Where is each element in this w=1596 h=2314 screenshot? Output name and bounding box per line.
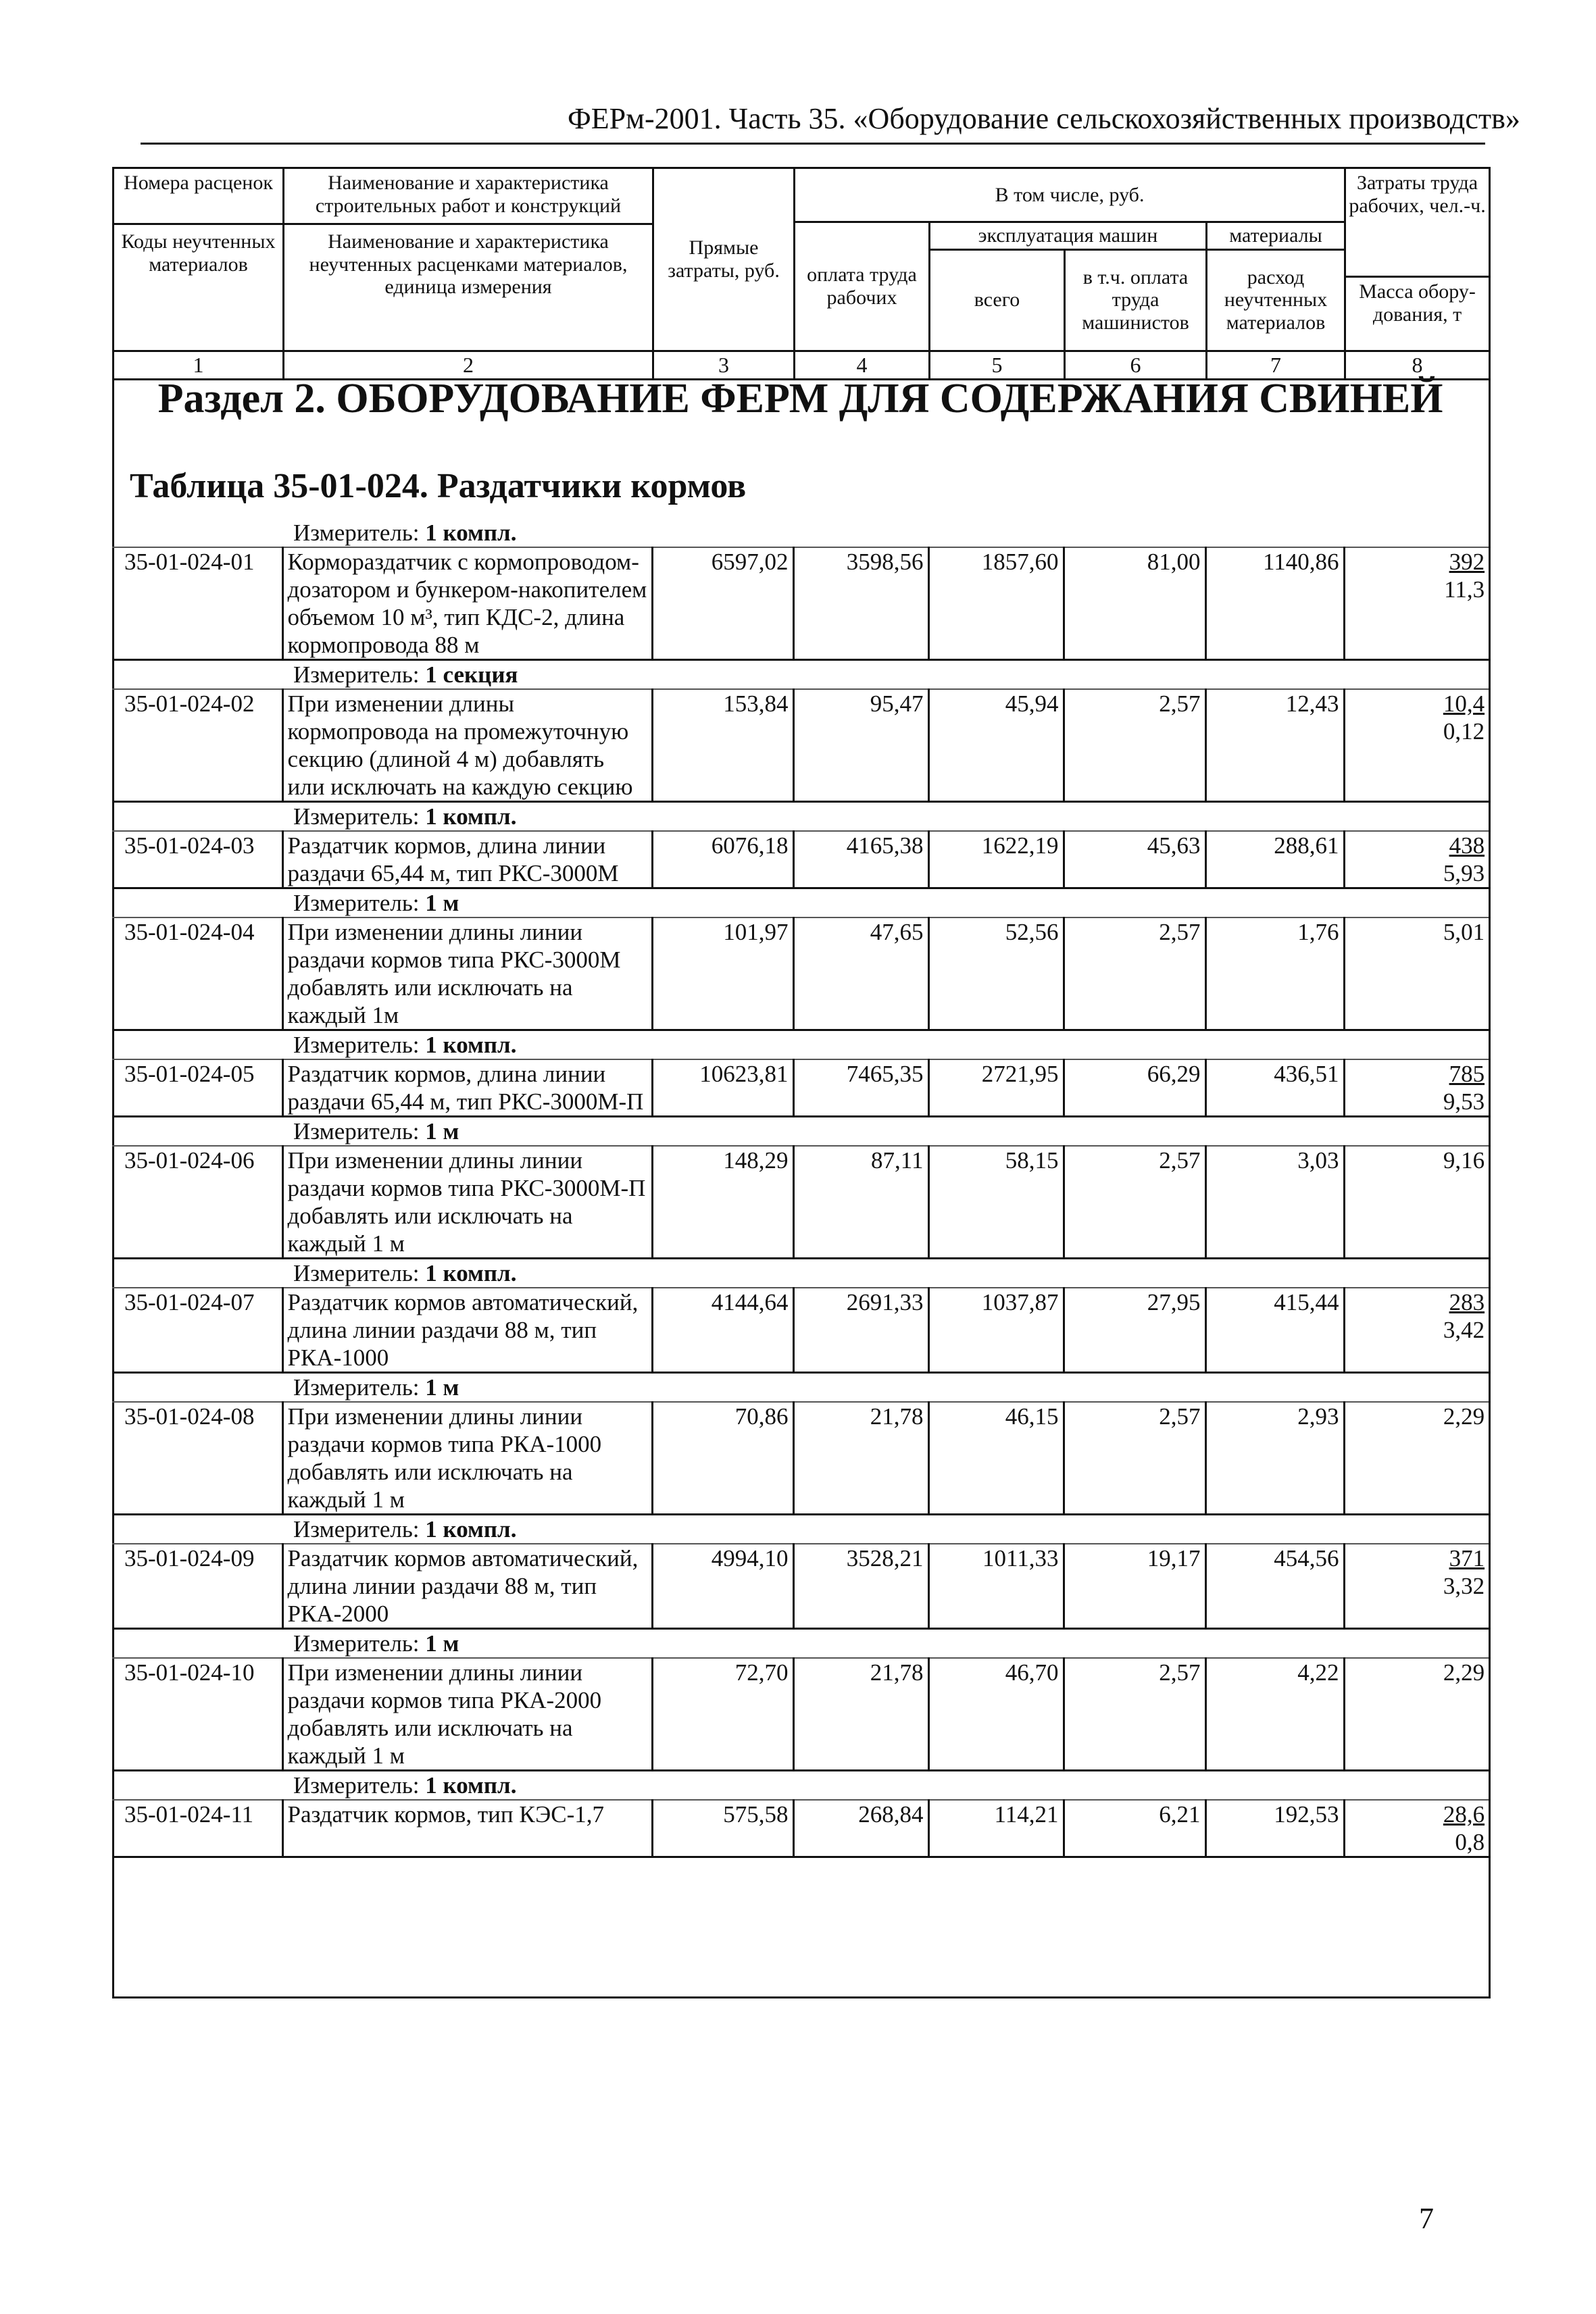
measure-unit: 1 м (425, 1630, 459, 1657)
materials-value: 288,61 (1205, 831, 1344, 888)
materials-value: 415,44 (1205, 1288, 1344, 1373)
header-in-that: В том числе, руб. (795, 168, 1345, 222)
labor-hours-mass-cell (1344, 1800, 1489, 1857)
header-labor-hours: Затраты труда рабочих, чел.-ч. (1346, 169, 1489, 278)
labor-hours-value: 5,01 (1443, 919, 1485, 945)
header-material-codes: Коды неучтенных материалов (121, 230, 276, 276)
labor-pay-value: 3598,56 (793, 547, 928, 660)
labor-hours-value: 2,29 (1443, 1403, 1485, 1430)
rate-code: 35-01-024-09 (112, 1544, 282, 1629)
rate-description: Раздатчик кормов, тип КЭС-1,7 (282, 1800, 652, 1857)
machines-total-value: 2721,95 (928, 1059, 1064, 1117)
direct-costs-value: 153,84 (652, 689, 793, 802)
labor-hours-value: 283 (1449, 1289, 1485, 1315)
measure-unit: 1 секция (425, 661, 518, 688)
measure-unit: 1 компл. (425, 803, 517, 830)
machinist-pay-value: 2,57 (1064, 1402, 1205, 1515)
rates-table-body (112, 519, 1489, 1857)
header-machines: эксплуатация машин (930, 222, 1207, 250)
header-names-cell (284, 168, 653, 351)
measure-row (112, 1373, 1489, 1403)
rate-code: 35-01-024-08 (112, 1402, 282, 1515)
labor-hours-mass-cell (1344, 1146, 1489, 1259)
header-material-consumption: расход неучтенных материалов (1207, 249, 1345, 351)
rate-code: 35-01-024-02 (112, 689, 282, 802)
labor-hours-value: 9,16 (1443, 1147, 1485, 1174)
col-number: 3 (653, 351, 795, 380)
direct-costs-value: 4994,10 (652, 1544, 793, 1629)
materials-value: 12,43 (1205, 689, 1344, 802)
table-row (112, 1800, 1489, 1857)
labor-pay-value: 7465,35 (793, 1059, 928, 1117)
measure-row (112, 1259, 1489, 1288)
labor-pay-value: 4165,38 (793, 831, 928, 888)
col-number: 2 (284, 351, 653, 380)
rate-code: 35-01-024-01 (112, 547, 282, 660)
header-rule (141, 143, 1485, 145)
equipment-mass-value: 11,3 (1444, 576, 1485, 603)
labor-hours-mass-cell (1344, 1288, 1489, 1373)
table-title: Таблица 35-01-024. Раздатчики кормов (130, 467, 747, 505)
materials-value: 1140,86 (1205, 547, 1344, 660)
direct-costs-value: 148,29 (652, 1146, 793, 1259)
table-row (112, 831, 1489, 888)
measure-prefix: Измеритель: (293, 1630, 420, 1657)
direct-costs-value: 72,70 (652, 1658, 793, 1771)
measure-label (112, 802, 1489, 832)
measure-row (112, 1117, 1489, 1147)
measure-unit: 1 компл. (425, 1260, 517, 1286)
measure-prefix: Измеритель: (293, 803, 420, 830)
measure-row (112, 1771, 1489, 1801)
measure-row (112, 1629, 1489, 1659)
labor-pay-value: 47,65 (793, 917, 928, 1030)
materials-value: 1,76 (1205, 917, 1344, 1030)
measure-label (112, 1259, 1489, 1288)
rate-description: Раздатчик кормов автоматический, длина линии раздачи 88 м, тип РКА-1000 (282, 1288, 652, 1373)
labor-pay-value: 95,47 (793, 689, 928, 802)
header-material-name: Наименование и характеристика неучтенных расценками материалов, единица измерения (309, 230, 628, 299)
labor-hours-mass-cell (1344, 689, 1489, 802)
col-number: 1 (114, 351, 284, 380)
measure-label (112, 1373, 1489, 1403)
labor-hours-value: 371 (1449, 1545, 1485, 1571)
machines-total-value: 1857,60 (928, 547, 1064, 660)
header-machinist-pay: в т.ч. оплата труда машинистов (1065, 249, 1207, 351)
header-equipment-mass: Масса обору-дования, т (1359, 280, 1476, 326)
measure-prefix: Измеритель: (293, 661, 420, 688)
measure-prefix: Измеритель: (293, 1516, 420, 1542)
rate-description: При изменении длины линии раздачи кормов типа РКС-3000М-П добавлять или исключать на каждый 1 м (282, 1146, 652, 1259)
measure-label (112, 1117, 1489, 1147)
equipment-mass-value: 3,42 (1443, 1317, 1485, 1343)
equipment-mass-value: 0,8 (1455, 1829, 1485, 1855)
header-materials: материалы (1207, 222, 1345, 250)
col-number: 4 (795, 351, 930, 380)
labor-pay-value: 21,78 (793, 1402, 928, 1515)
labor-hours-mass-cell (1344, 1544, 1489, 1629)
machinist-pay-value: 45,63 (1064, 831, 1205, 888)
machines-total-value: 1011,33 (928, 1544, 1064, 1629)
labor-hours-value: 10,4 (1443, 690, 1485, 717)
machinist-pay-value: 2,57 (1064, 1658, 1205, 1771)
table-row (112, 547, 1489, 660)
header-labor-hours-cell (1345, 168, 1490, 351)
labor-hours-mass-cell (1344, 917, 1489, 1030)
measure-row (112, 660, 1489, 690)
measure-prefix: Измеритель: (293, 520, 420, 546)
measure-unit: 1 компл. (425, 520, 517, 546)
rate-code: 35-01-024-07 (112, 1288, 282, 1373)
materials-value: 192,53 (1205, 1800, 1344, 1857)
section-title: Раздел 2. ОБОРУДОВАНИЕ ФЕРМ ДЛЯ СОДЕРЖАНИЯ СВИНЕЙ (157, 376, 1443, 422)
labor-hours-mass-cell (1344, 1059, 1489, 1117)
labor-hours-mass-cell (1344, 831, 1489, 888)
measure-row (112, 802, 1489, 832)
materials-value: 454,56 (1205, 1544, 1344, 1629)
table-row (112, 917, 1489, 1030)
machines-total-value: 46,15 (928, 1402, 1064, 1515)
rate-description: Раздатчик кормов, длина линии раздачи 65,44 м, тип РКС-3000М-П (282, 1059, 652, 1117)
direct-costs-value: 6076,18 (652, 831, 793, 888)
rate-code: 35-01-024-05 (112, 1059, 282, 1117)
machinist-pay-value: 19,17 (1064, 1544, 1205, 1629)
labor-pay-value: 3528,21 (793, 1544, 928, 1629)
direct-costs-value: 10623,81 (652, 1059, 793, 1117)
measure-prefix: Измеритель: (293, 1374, 420, 1401)
direct-costs-value: 6597,02 (652, 547, 793, 660)
col-number: 6 (1065, 351, 1207, 380)
measure-row (112, 519, 1489, 547)
machines-total-value: 58,15 (928, 1146, 1064, 1259)
labor-hours-value: 392 (1449, 549, 1485, 575)
equipment-mass-value: 9,53 (1443, 1088, 1485, 1115)
header-direct-costs: Прямые затраты, руб. (653, 168, 795, 351)
measure-row (112, 1030, 1489, 1060)
machinist-pay-value: 66,29 (1064, 1059, 1205, 1117)
table-row (112, 1288, 1489, 1373)
labor-hours-value: 785 (1449, 1061, 1485, 1087)
machinist-pay-value: 2,57 (1064, 689, 1205, 802)
rate-description: При изменении длины линии раздачи кормов типа РКС-3000М добавлять или исключать на каждый 1м (282, 917, 652, 1030)
labor-hours-mass-cell (1344, 547, 1489, 660)
labor-hours-mass-cell (1344, 1658, 1489, 1771)
rate-description: При изменении длины линии раздачи кормов типа РКА-1000 добавлять или исключать на каждый 1 м (282, 1402, 652, 1515)
header-machines-total: всего (930, 249, 1065, 351)
measure-prefix: Измеритель: (293, 1032, 420, 1058)
measure-label (112, 888, 1489, 918)
labor-hours-mass-cell (1344, 1402, 1489, 1515)
labor-pay-value: 2691,33 (793, 1288, 928, 1373)
measure-prefix: Измеритель: (293, 1118, 420, 1145)
direct-costs-value: 4144,64 (652, 1288, 793, 1373)
machinist-pay-value: 2,57 (1064, 917, 1205, 1030)
table-row (112, 1059, 1489, 1117)
header-codes-cell (114, 168, 284, 351)
rate-code: 35-01-024-11 (112, 1800, 282, 1857)
measure-unit: 1 м (425, 1374, 459, 1401)
machines-total-value: 52,56 (928, 917, 1064, 1030)
measure-unit: 1 м (425, 890, 459, 916)
labor-hours-value: 28,6 (1443, 1801, 1485, 1828)
rate-description: Кормораздатчик с кормопроводом-дозатором и бункером-накопителем объемом 10 м³, тип КДС-2, длина кормопровода 88 м (282, 547, 652, 660)
rate-description: При изменении длины линии раздачи кормов типа РКА-2000 добавлять или исключать на каждый 1 м (282, 1658, 652, 1771)
table-row (112, 1658, 1489, 1771)
machinist-pay-value: 2,57 (1064, 1146, 1205, 1259)
measure-label (112, 1030, 1489, 1060)
header-labor-pay: оплата труда рабочих (795, 222, 930, 351)
rate-code: 35-01-024-04 (112, 917, 282, 1030)
measure-unit: 1 м (425, 1118, 459, 1145)
measure-prefix: Измеритель: (293, 1260, 420, 1286)
table-row (112, 689, 1489, 802)
rate-code: 35-01-024-10 (112, 1658, 282, 1771)
measure-prefix: Измеритель: (293, 890, 420, 916)
page-number: 7 (1419, 2202, 1434, 2235)
table-row (112, 1402, 1489, 1515)
direct-costs-value: 101,97 (652, 917, 793, 1030)
rate-code: 35-01-024-06 (112, 1146, 282, 1259)
measure-row (112, 1515, 1489, 1544)
materials-value: 4,22 (1205, 1658, 1344, 1771)
table-row (112, 1544, 1489, 1629)
equipment-mass-value: 0,12 (1443, 718, 1485, 745)
measure-unit: 1 компл. (425, 1516, 517, 1542)
measure-unit: 1 компл. (425, 1032, 517, 1058)
machines-total-value: 1037,87 (928, 1288, 1064, 1373)
measure-row (112, 888, 1489, 918)
table-row (112, 1146, 1489, 1259)
machinist-pay-value: 81,00 (1064, 547, 1205, 660)
col-number: 5 (930, 351, 1065, 380)
rates-table (112, 519, 1489, 1858)
labor-pay-value: 87,11 (793, 1146, 928, 1259)
materials-value: 3,03 (1205, 1146, 1344, 1259)
machinist-pay-value: 6,21 (1064, 1800, 1205, 1857)
machines-total-value: 45,94 (928, 689, 1064, 802)
measure-label (112, 1629, 1489, 1659)
rate-code: 35-01-024-03 (112, 831, 282, 888)
labor-hours-value: 438 (1449, 832, 1485, 859)
header-rate-numbers: Номера расценок (114, 169, 282, 225)
machines-total-value: 46,70 (928, 1658, 1064, 1771)
running-header: ФЕРм-2001. Часть 35. «Оборудование сельскохозяйственных производств» (568, 102, 1520, 135)
header-work-name: Наименование и характеристика строительных работ и конструкций (284, 169, 652, 225)
direct-costs-value: 575,58 (652, 1800, 793, 1857)
measure-prefix: Измеритель: (293, 1772, 420, 1799)
col-number: 8 (1345, 351, 1490, 380)
machines-total-value: 1622,19 (928, 831, 1064, 888)
rate-description: При изменении длины кормопровода на промежуточную секцию (длиной 4 м) добавлять или исключать на каждую секцию (282, 689, 652, 802)
measure-label (112, 1515, 1489, 1544)
machinist-pay-value: 27,95 (1064, 1288, 1205, 1373)
measure-unit: 1 компл. (425, 1772, 517, 1799)
materials-value: 436,51 (1205, 1059, 1344, 1117)
equipment-mass-value: 5,93 (1443, 860, 1485, 886)
materials-value: 2,93 (1205, 1402, 1344, 1515)
rate-description: Раздатчик кормов, длина линии раздачи 65,44 м, тип РКС-3000М (282, 831, 652, 888)
measure-label (112, 1771, 1489, 1801)
rate-description: Раздатчик кормов автоматический, длина линии раздачи 88 м, тип РКА-2000 (282, 1544, 652, 1629)
col-number: 7 (1207, 351, 1345, 380)
measure-label (112, 519, 1489, 547)
machines-total-value: 114,21 (928, 1800, 1064, 1857)
column-header-table (112, 167, 1491, 380)
labor-pay-value: 21,78 (793, 1658, 928, 1771)
measure-label (112, 660, 1489, 690)
labor-hours-value: 2,29 (1443, 1659, 1485, 1686)
equipment-mass-value: 3,32 (1443, 1573, 1485, 1599)
direct-costs-value: 70,86 (652, 1402, 793, 1515)
labor-pay-value: 268,84 (793, 1800, 928, 1857)
